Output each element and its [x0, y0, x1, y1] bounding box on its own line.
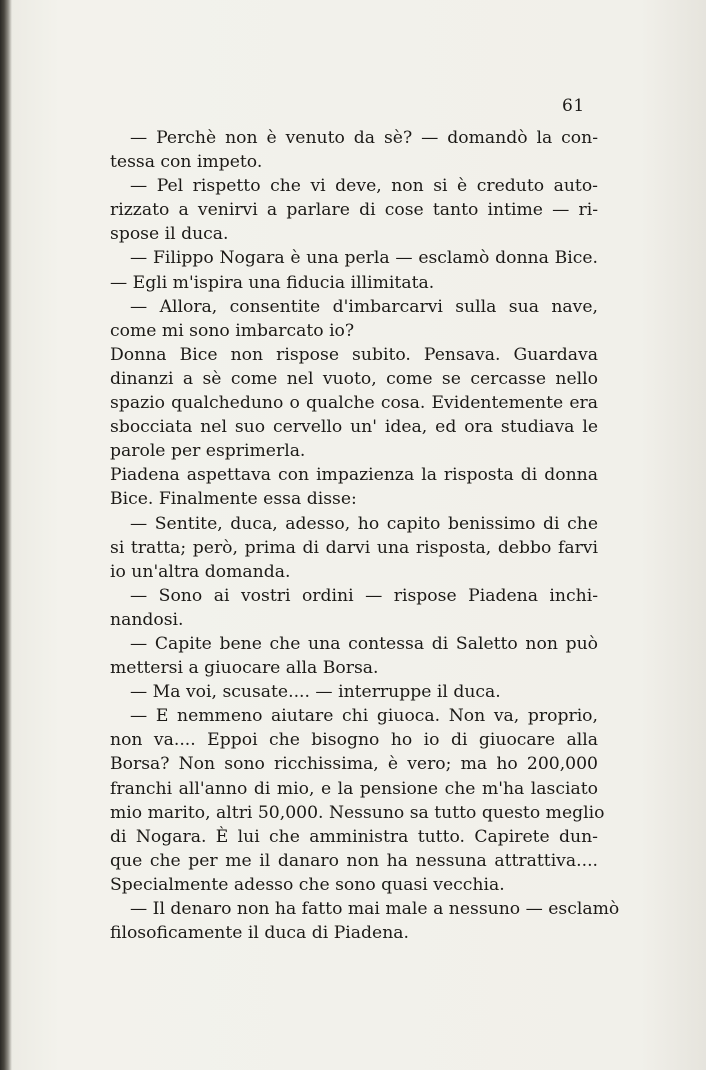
text-line: — Capite bene che una contessa di Saletto non può [130, 633, 598, 654]
text-line: mettersi a giuocare alla Borsa. [110, 658, 379, 679]
text-line: — Sono ai vostri ordini — rispose Piadena inchi- [130, 585, 598, 606]
text-line: — Filippo Nogara è una perla — esclamò donna Bice. [130, 248, 598, 269]
text-line: — Egli m'ispira una fiducia illimitata. [110, 272, 435, 293]
text-line: parole per esprimerla. [110, 441, 306, 462]
body-text [110, 126, 620, 945]
page-binding-shadow [0, 0, 12, 1070]
text-line: Bice. Finalmente essa disse: [110, 489, 357, 510]
text-line: — Sentite, duca, adesso, ho capito benissimo di che [130, 513, 598, 534]
text-line: rizzato a venirvi a parlare di cose tanto intime — ri- [110, 200, 598, 221]
text-line: di Nogara. È lui che amministra tutto. Capirete dun- [110, 826, 598, 847]
text-line: dinanzi a sè come nel vuoto, come se cercasse nello [110, 368, 598, 389]
text-line: — Pel rispetto che vi deve, non si è creduto auto- [130, 176, 598, 197]
text-line: spazio qualcheduno o qualche cosa. Evidentemente era [110, 393, 598, 414]
text-line: — Ma voi, scusate.... — interruppe il duca. [130, 682, 501, 703]
text-line: — Il denaro non ha fatto mai male a nessuno — esclamò [130, 899, 620, 919]
text-line: Piadena aspettava con impazienza la risposta di donna [110, 465, 598, 486]
text-line: si tratta; però, prima di darvi una risposta, debbo farvi [110, 537, 598, 558]
text-line: spose il duca. [110, 224, 229, 245]
text-line: que che per me il danaro non ha nessuna attrattiva.... [110, 850, 598, 871]
text-line: — E nemmeno aiutare chi giuoca. Non va, proprio, [130, 706, 598, 727]
page-number: 61 [562, 96, 585, 116]
text-line: nandosi. [110, 609, 184, 630]
text-line: — Perchè non è venuto da sè? — domandò la con- [130, 128, 598, 148]
text-line: Donna Bice non rispose subito. Pensava. Guardava [110, 344, 598, 365]
text-line: Borsa? Non sono ricchissima, è vero; ma ho 200,000 [110, 754, 598, 775]
text-line: — Allora, consentite d'imbarcarvi sulla sua nave, [130, 296, 598, 317]
text-line: sbocciata nel suo cervello un' idea, ed ora studiava le [110, 417, 598, 438]
text-line: come mi sono imbarcato io? [110, 320, 355, 341]
text-line: tessa con impeto. [110, 152, 263, 173]
text-line: filosoficamente il duca di Piadena. [110, 923, 409, 944]
text-line: Specialmente adesso che sono quasi vecchia. [110, 874, 505, 895]
text-line: non va.... Eppoi che bisogno ho io di giuocare alla [110, 730, 598, 751]
text-line: io un'altra domanda. [110, 561, 291, 582]
text-line: mio marito, altri 50,000. Nessuno sa tutto questo meglio [110, 802, 605, 823]
text-line: franchi all'anno di mio, e la pensione che m'ha lasciato [110, 778, 598, 799]
